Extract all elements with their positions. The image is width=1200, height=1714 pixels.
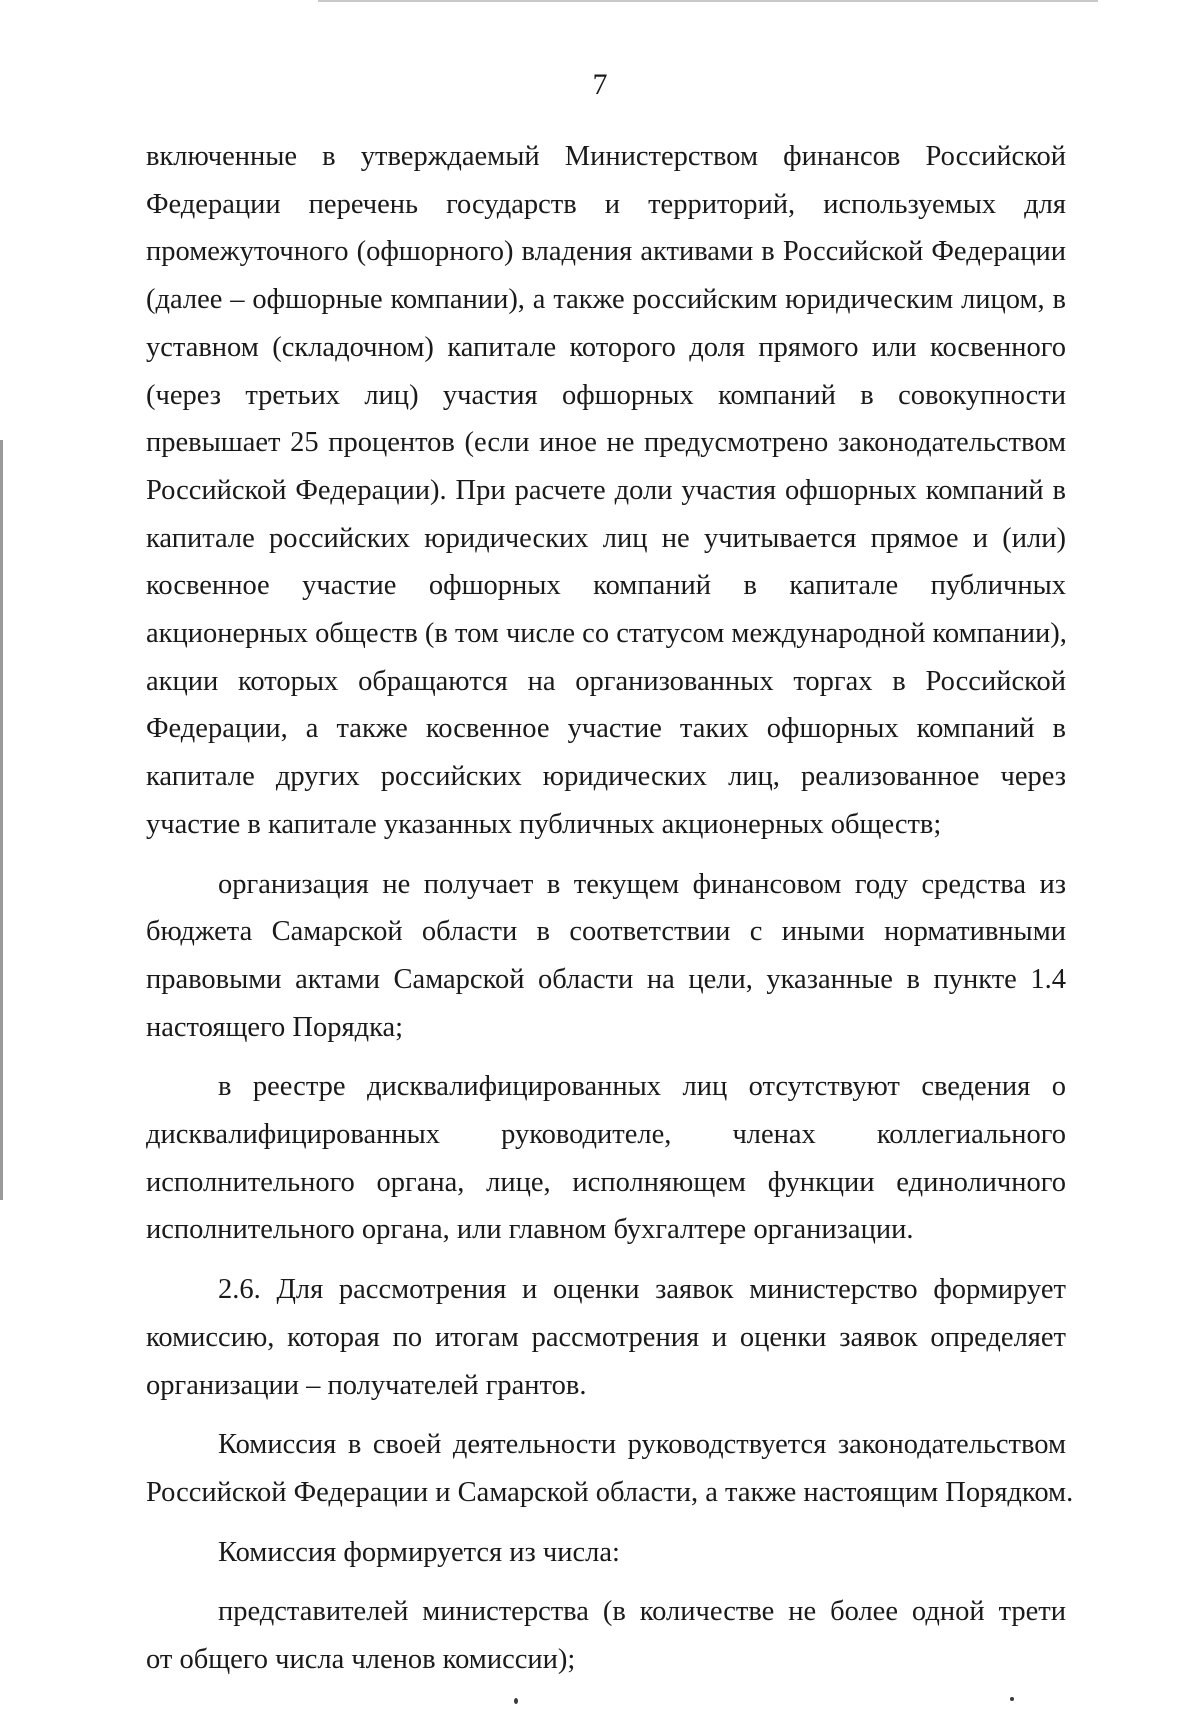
scan-speck	[1010, 1697, 1014, 1701]
text-line: капитале других российских юридических лиц, реализованное через	[146, 761, 1066, 793]
text-line: организация не получает в текущем финансовом году средства из	[218, 868, 1066, 900]
scan-speck	[514, 1698, 518, 1704]
paragraph-p4	[146, 1266, 1066, 1409]
paragraph-p6	[146, 1529, 1066, 1577]
text-line: включенные в утверждаемый Министерством финансов Российской	[146, 141, 1066, 172]
text-line: Комиссия в своей деятельности руководствуется законодательством	[218, 1429, 1066, 1461]
text-line: косвенное участие офшорных компаний в капитале публичных	[146, 570, 1066, 602]
text-line: в реестре дисквалифицированных лиц отсутствуют сведения о	[218, 1071, 1066, 1103]
text-line: от общего числа членов комиссии);	[146, 1644, 576, 1676]
text-line: (далее – офшорные компании), а также российским юридическим лицом, в	[146, 284, 1066, 316]
text-line: Российской Федерации и Самарской области, а также настоящим Порядком.	[146, 1476, 1074, 1508]
paragraph-p2	[146, 861, 1066, 1052]
scan-left-edge	[0, 440, 3, 1200]
text-line: Федерации, а также косвенное участие таких офшорных компаний в	[146, 713, 1066, 745]
page-number: 7	[592, 68, 608, 101]
text-line: исполнительного органа, лице, исполняющем функции единоличного	[146, 1166, 1066, 1198]
document-body	[146, 133, 1074, 1684]
text-line: представителей министерства (в количестве не более одной трети	[218, 1596, 1066, 1628]
text-line: промежуточного (офшорного) владения активами в Российской Федерации	[146, 236, 1066, 268]
text-line: бюджета Самарской области в соответствии с иными нормативными	[146, 916, 1066, 948]
text-line: 2.6. Для рассмотрения и оценки заявок министерство формирует	[218, 1274, 1066, 1306]
paragraph-p7	[146, 1588, 1066, 1683]
text-line: правовыми актами Самарской области на цели, указанные в пункте 1.4	[146, 963, 1066, 995]
text-line: исполнительного органа, или главном бухгалтере организации.	[146, 1214, 914, 1246]
text-line: (через третьих лиц) участия офшорных компаний в совокупности	[146, 379, 1066, 411]
text-line: Российской Федерации). При расчете доли участия офшорных компаний в	[146, 474, 1066, 506]
text-line: Комиссия формируется из числа:	[218, 1536, 620, 1568]
text-line: капитале российских юридических лиц не учитывается прямое и (или)	[146, 522, 1066, 554]
paragraph-p1	[146, 133, 1066, 849]
text-line: участие в капитале указанных публичных акционерных обществ;	[146, 808, 942, 840]
text-line: комиссию, которая по итогам рассмотрения и оценки заявок определяет	[146, 1321, 1066, 1353]
text-line: акционерных обществ (в том числе со статусом международной компании),	[146, 618, 1067, 650]
paragraph-p3	[146, 1063, 1066, 1254]
scan-top-border	[318, 0, 1098, 2]
text-line: Федерации перечень государств и территорий, используемых для	[146, 188, 1066, 220]
text-line: дисквалифицированных руководителе, членах коллегиального	[146, 1119, 1066, 1151]
text-line: уставном (складочном) капитале которого доля прямого или косвенного	[146, 331, 1066, 363]
text-line: настоящего Порядка;	[146, 1011, 404, 1043]
paragraph-p5	[146, 1421, 1074, 1516]
text-line: организации – получателей грантов.	[146, 1369, 587, 1401]
text-line: акции которых обращаются на организованных торгах в Российской	[146, 665, 1066, 697]
text-line: превышает 25 процентов (если иное не предусмотрено законодательством	[146, 427, 1066, 459]
